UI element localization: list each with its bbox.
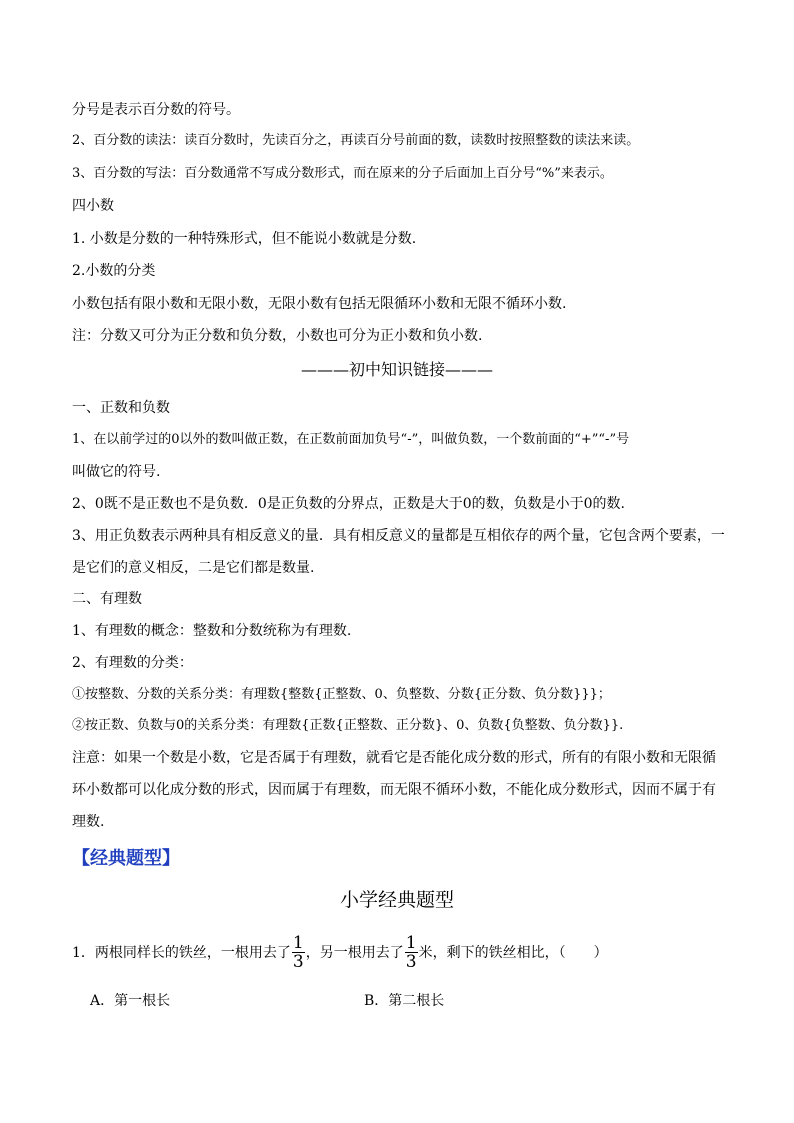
section-heading: 四小数 [72, 198, 114, 214]
section-heading: 一、正数和负数 [72, 400, 170, 416]
fraction-denominator: 3 [292, 951, 304, 972]
classic-heading: 【经典题型】 [72, 848, 180, 869]
text-line: 3、百分数的写法：百分数通常不写成分数形式，而在原来的分子后面加上百分号“%”来表示。 [72, 166, 613, 181]
text-line: 环小数都可以化成分数的形式，因而属于有理数，而无限不循环小数，不能化成分数形式，因而不属于有 [72, 782, 716, 798]
fraction-numerator: 1 [405, 932, 417, 953]
fraction [292, 934, 305, 971]
text-line: ①按整数、分数的关系分类：有理数{整数{正整数、0、负整数、分数{正分数、负分数}}}； [72, 687, 611, 702]
text-line: 分号是表示百分数的符号。 [72, 102, 240, 118]
option-b: B．第二根长 [364, 993, 445, 1009]
text-line: 2、有理数的分类： [72, 655, 193, 671]
link-section-title: ———初中知识链接——— [300, 360, 493, 379]
text-line: 1、在以前学过的0以外的数叫做正数，在正数前面加负号“-”，叫做负数，一个数前面的“+”“-”号 [72, 432, 630, 447]
text-line: 叫做它的符号. [72, 464, 161, 480]
option-a: A．第一根长 [90, 993, 171, 1009]
text-line: 3、用正负数表示两种具有相反意义的量．具有相反意义的量都是互相依存的两个量，它包含两个要素，一 [72, 528, 725, 544]
text-line: ②按正数、负数与0的关系分类：有理数{正数{正整数、正分数}、0、负数{负整数、负分数}}. [72, 718, 624, 733]
fraction [405, 934, 418, 971]
fraction-numerator: 1 [292, 932, 304, 953]
question-text: ，另一根用去了 [305, 945, 404, 961]
text-line: 2、0既不是正数也不是负数．0是正负数的分界点，正数是大于0的数，负数是小于0的数. [72, 496, 625, 512]
text-line: 1、有理数的概念：整数和分数统称为有理数. [72, 623, 352, 639]
question-text: 1．两根同样长的铁丝，一根用去了 [72, 945, 291, 961]
section-heading: 二、有理数 [72, 591, 142, 607]
question-text: 米，剩下的铁丝相比，（ ） [418, 945, 608, 961]
text-line: 小数包括有限小数和无限小数，无限小数有包括无限循环小数和无限不循环小数. [72, 296, 567, 312]
question-1 [72, 929, 608, 975]
primary-section-title: 小学经典题型 [339, 889, 454, 911]
text-line: 1. 小数是分数的一种特殊形式，但不能说小数就是分数. [72, 231, 417, 247]
text-line: 2、百分数的读法：读百分数时，先读百分之，再读百分号前面的数，读数时按照整数的读法来读。 [72, 133, 640, 148]
text-line: 是它们的意义相反，二是它们都是数量. [72, 560, 315, 576]
fraction-denominator: 3 [405, 951, 417, 972]
text-line: 注意：如果一个数是小数，它是否属于有理数，就看它是否能化成分数的形式，所有的有限小数和无限循 [72, 750, 716, 766]
section-heading: 2.小数的分类 [72, 263, 156, 279]
text-line: 注：分数又可分为正分数和负分数，小数也可分为正小数和负小数. [72, 328, 483, 344]
text-line: 理数. [72, 814, 105, 830]
